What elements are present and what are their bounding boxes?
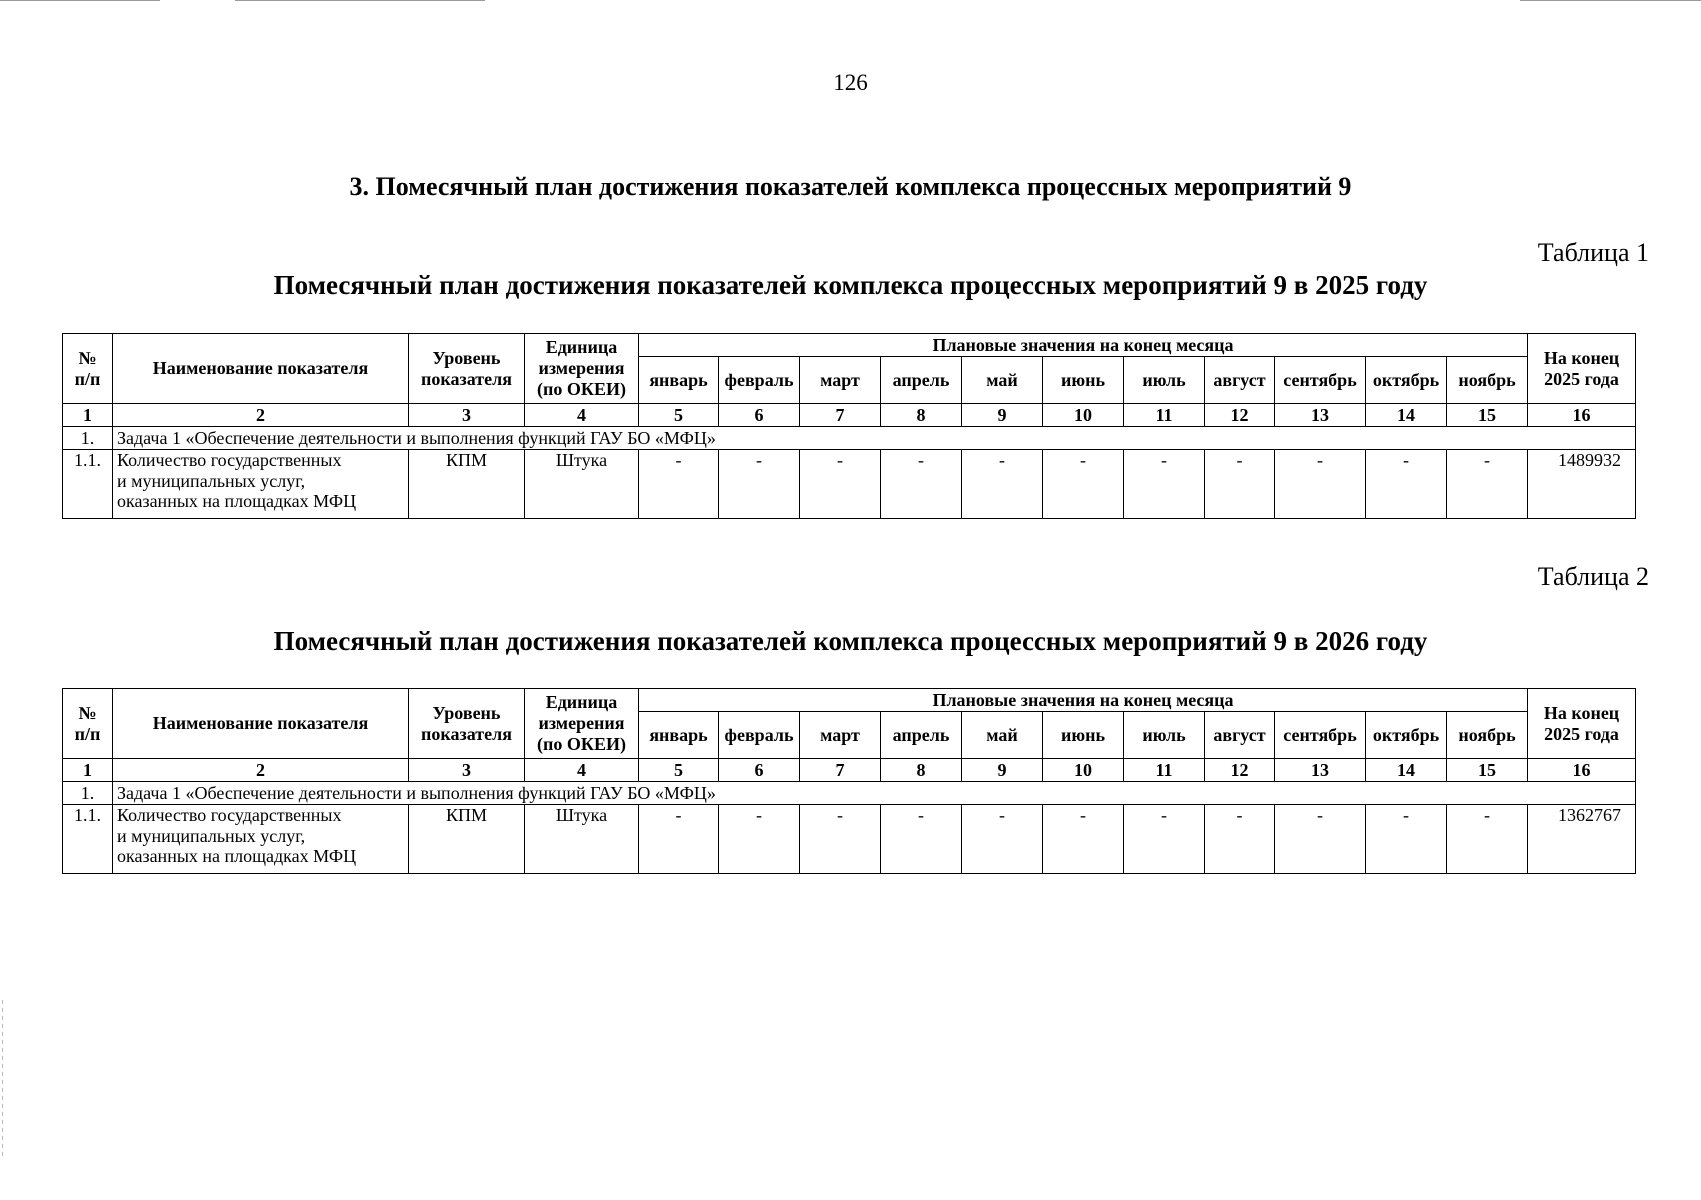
col-number-cell: 16 bbox=[1528, 759, 1636, 782]
table-1-label: Таблица 1 bbox=[1537, 238, 1649, 267]
col-header-february: февраль bbox=[719, 712, 800, 759]
col-number-cell: 16 bbox=[1528, 404, 1636, 427]
indicator-name: Количество государственных и муниципальных услуг, оказанных на площадках МФЦ bbox=[113, 805, 409, 874]
col-number-cell: 5 bbox=[639, 404, 719, 427]
value-end-of-year: 1489932 bbox=[1528, 450, 1636, 519]
col-header-may: май bbox=[962, 357, 1043, 404]
value-september: - bbox=[1275, 805, 1366, 874]
col-header-name: Наименование показателя bbox=[113, 334, 409, 404]
value-march: - bbox=[800, 805, 881, 874]
scan-edge-dashes bbox=[2, 1000, 3, 1160]
task-text: Задача 1 «Обеспечение деятельности и выполнения функций ГАУ БО «МФЦ» bbox=[113, 427, 1636, 450]
task-num: 1. bbox=[63, 782, 113, 805]
col-header-end-of-year: На конец 2025 года bbox=[1528, 334, 1636, 404]
col-header-september: сентябрь bbox=[1275, 357, 1366, 404]
col-number-cell: 11 bbox=[1124, 404, 1205, 427]
value-august: - bbox=[1205, 450, 1275, 519]
col-number-cell: 8 bbox=[881, 404, 962, 427]
col-number-cell: 1 bbox=[63, 404, 113, 427]
value-april: - bbox=[881, 805, 962, 874]
page-number: 126 bbox=[833, 70, 868, 95]
row-num: 1.1. bbox=[63, 805, 113, 874]
indicator-unit: Штука bbox=[525, 805, 639, 874]
value-may: - bbox=[962, 450, 1043, 519]
indicator-name: Количество государственных и муниципальных услуг, оказанных на площадках МФЦ bbox=[113, 450, 409, 519]
value-january: - bbox=[639, 805, 719, 874]
col-header-level: Уровень показателя bbox=[409, 689, 525, 759]
indicator-level: КПМ bbox=[409, 450, 525, 519]
col-header-september: сентябрь bbox=[1275, 712, 1366, 759]
col-header-num: № п/п bbox=[63, 689, 113, 759]
indicator-level: КПМ bbox=[409, 805, 525, 874]
value-november: - bbox=[1447, 450, 1528, 519]
value-february: - bbox=[719, 805, 800, 874]
col-header-end-of-year: На конец 2025 года bbox=[1528, 689, 1636, 759]
col-number-cell: 10 bbox=[1043, 404, 1124, 427]
col-header-march: март bbox=[800, 357, 881, 404]
col-header-num: № п/п bbox=[63, 334, 113, 404]
indicator-unit: Штука bbox=[525, 450, 639, 519]
col-number-cell: 11 bbox=[1124, 759, 1205, 782]
col-header-june: июнь bbox=[1043, 712, 1124, 759]
col-header-name: Наименование показателя bbox=[113, 689, 409, 759]
col-number-cell: 5 bbox=[639, 759, 719, 782]
col-header-july: июль bbox=[1124, 712, 1205, 759]
col-header-january: январь bbox=[639, 357, 719, 404]
value-april: - bbox=[881, 450, 962, 519]
col-header-unit: Единица измерения (по ОКЕИ) bbox=[525, 334, 639, 404]
col-header-planned-values: Плановые значения на конец месяца bbox=[639, 689, 1528, 712]
col-number-cell: 9 bbox=[962, 404, 1043, 427]
task-text: Задача 1 «Обеспечение деятельности и выполнения функций ГАУ БО «МФЦ» bbox=[113, 782, 1636, 805]
col-header-may: май bbox=[962, 712, 1043, 759]
col-header-april: апрель bbox=[881, 357, 962, 404]
task-num: 1. bbox=[63, 427, 113, 450]
value-february: - bbox=[719, 450, 800, 519]
value-september: - bbox=[1275, 450, 1366, 519]
col-number-cell: 8 bbox=[881, 759, 962, 782]
value-july: - bbox=[1124, 450, 1205, 519]
col-number-cell: 1 bbox=[63, 759, 113, 782]
col-header-october: октябрь bbox=[1366, 712, 1447, 759]
col-number-cell: 2 bbox=[113, 759, 409, 782]
value-end-of-year: 1362767 bbox=[1528, 805, 1636, 874]
col-number-cell: 12 bbox=[1205, 759, 1275, 782]
table-1-title: Помесячный план достижения показателей комплекса процессных мероприятий 9 в 2025 году bbox=[273, 270, 1428, 300]
scan-edge-left bbox=[0, 0, 160, 1]
scan-edge-right bbox=[1520, 0, 1701, 1]
col-number-cell: 15 bbox=[1447, 404, 1528, 427]
value-october: - bbox=[1366, 805, 1447, 874]
col-header-november: ноябрь bbox=[1447, 357, 1528, 404]
col-header-march: март bbox=[800, 712, 881, 759]
col-number-cell: 7 bbox=[800, 759, 881, 782]
col-header-planned-values: Плановые значения на конец месяца bbox=[639, 334, 1528, 357]
monthly-plan-table-2025 bbox=[62, 333, 1636, 519]
row-num: 1.1. bbox=[63, 450, 113, 519]
col-number-cell: 3 bbox=[409, 404, 525, 427]
col-number-cell: 13 bbox=[1275, 404, 1366, 427]
col-number-cell: 15 bbox=[1447, 759, 1528, 782]
col-header-july: июль bbox=[1124, 357, 1205, 404]
col-number-cell: 14 bbox=[1366, 759, 1447, 782]
col-number-cell: 2 bbox=[113, 404, 409, 427]
col-header-level: Уровень показателя bbox=[409, 334, 525, 404]
col-header-october: октябрь bbox=[1366, 357, 1447, 404]
col-header-june: июнь bbox=[1043, 357, 1124, 404]
value-october: - bbox=[1366, 450, 1447, 519]
col-header-august: август bbox=[1205, 357, 1275, 404]
value-august: - bbox=[1205, 805, 1275, 874]
col-header-april: апрель bbox=[881, 712, 962, 759]
col-number-cell: 14 bbox=[1366, 404, 1447, 427]
col-number-cell: 12 bbox=[1205, 404, 1275, 427]
col-number-cell: 9 bbox=[962, 759, 1043, 782]
value-november: - bbox=[1447, 805, 1528, 874]
value-march: - bbox=[800, 450, 881, 519]
value-june: - bbox=[1043, 450, 1124, 519]
col-number-cell: 6 bbox=[719, 759, 800, 782]
section-title: 3. Помесячный план достижения показателей комплекса процессных мероприятий 9 bbox=[349, 172, 1352, 201]
col-header-february: февраль bbox=[719, 357, 800, 404]
col-number-cell: 4 bbox=[525, 759, 639, 782]
col-number-cell: 13 bbox=[1275, 759, 1366, 782]
monthly-plan-table-2026 bbox=[62, 688, 1636, 874]
value-july: - bbox=[1124, 805, 1205, 874]
table-2-title: Помесячный план достижения показателей комплекса процессных мероприятий 9 в 2026 году bbox=[273, 626, 1428, 656]
col-header-unit: Единица измерения (по ОКЕИ) bbox=[525, 689, 639, 759]
col-header-january: январь bbox=[639, 712, 719, 759]
value-june: - bbox=[1043, 805, 1124, 874]
col-number-cell: 7 bbox=[800, 404, 881, 427]
col-number-cell: 6 bbox=[719, 404, 800, 427]
col-header-november: ноябрь bbox=[1447, 712, 1528, 759]
scan-edge-middle bbox=[235, 0, 485, 1]
col-header-august: август bbox=[1205, 712, 1275, 759]
col-number-cell: 10 bbox=[1043, 759, 1124, 782]
value-january: - bbox=[639, 450, 719, 519]
col-number-cell: 3 bbox=[409, 759, 525, 782]
col-number-cell: 4 bbox=[525, 404, 639, 427]
value-may: - bbox=[962, 805, 1043, 874]
table-2-label: Таблица 2 bbox=[1537, 562, 1649, 591]
